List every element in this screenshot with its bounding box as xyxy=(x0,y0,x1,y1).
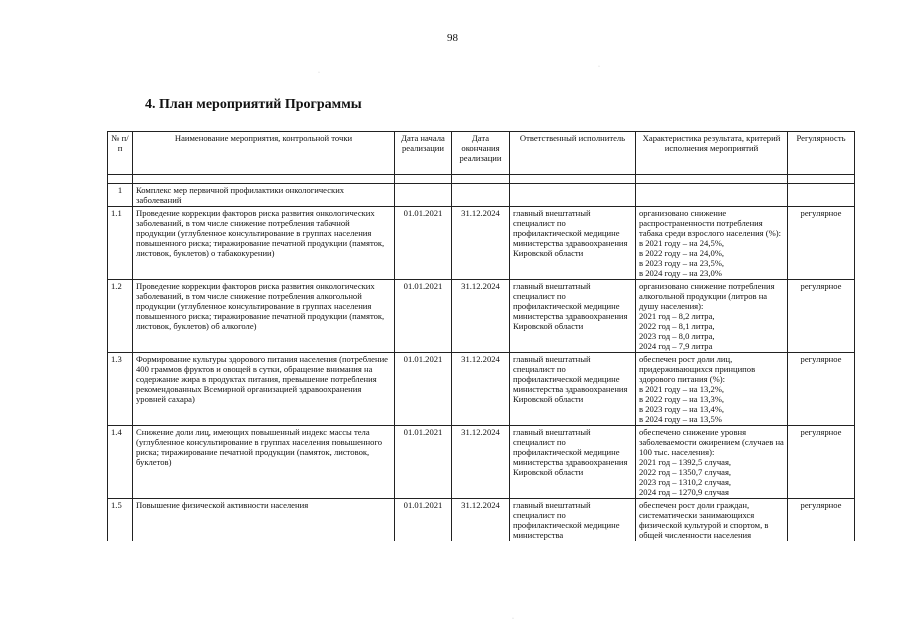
responsible-executor: главный внештатный специалист по профилактической медицине министерства здравоохранения Кировской области xyxy=(510,426,636,499)
result-line: в 2024 году – на 13,5% xyxy=(639,414,722,424)
activity-name: Проведение коррекции факторов риска развития онкологических заболеваний, в том числе снижение потребления алкогольной продукции (углубленное консультирование в группах населения повышенного риска; тиражирование печатной продукции (памяток, листовок, буклетов) об алкоголе) xyxy=(133,280,395,353)
table-header-row xyxy=(108,132,855,175)
column-header-result: Характеристика результата, критерий исполнения мероприятий xyxy=(636,132,788,175)
responsible-executor: главный внештатный специалист по профилактической медицине министерства xyxy=(510,499,636,542)
table-row xyxy=(108,426,855,499)
result-line: обеспечен рост доли граждан, систематически занимающихся физической культурой и спортом, в общей численности населения xyxy=(639,500,769,540)
column-header-start-date: Дата начала реализации xyxy=(395,132,452,175)
column-header-end-date: Дата окончания реализации xyxy=(452,132,510,175)
regularity: регулярное xyxy=(788,426,855,499)
result-characteristic xyxy=(636,426,788,499)
result-line: в 2024 году – на 23,0% xyxy=(639,268,722,278)
end-date: 31.12.2024 xyxy=(452,426,510,499)
row-number: 1.3 xyxy=(108,353,133,426)
activity-name: Проведение коррекции факторов риска развития онкологических заболеваний, в том числе снижение потребления табачной продукции (углубленное консультирование в группах населения повышенного риска; тиражирование печатной продукции (памяток, листовок, буклетов) о табакокурении) xyxy=(133,207,395,280)
result-line: организовано снижение распространенности потребления табака среди взрослого населения (%): xyxy=(639,208,782,238)
row-number: 1.4 xyxy=(108,426,133,499)
program-plan-table xyxy=(107,131,855,541)
result-line: 2022 год – 1350,7 случая, xyxy=(639,467,732,477)
start-date: 01.01.2021 xyxy=(395,353,452,426)
table-row xyxy=(108,499,855,542)
result-line: 2022 год – 8,1 литра, xyxy=(639,321,715,331)
end-date: 31.12.2024 xyxy=(452,499,510,542)
responsible-executor: главный внештатный специалист по профилактической медицине министерства здравоохранения Кировской области xyxy=(510,207,636,280)
start-date: 01.01.2021 xyxy=(395,499,452,542)
result-line: в 2022 году – на 13,3%, xyxy=(639,394,725,404)
activity-name: Формирование культуры здорового питания населения (потребление 400 граммов фруктов и овощей в сутки, обращение внимания на содержание жира в продуктах питания, превышение потребления рекомендованных Всемирной организацией здравоохранения уровней сахара) xyxy=(133,353,395,426)
result-characteristic xyxy=(636,499,788,542)
result-line: в 2023 году – на 23,5%, xyxy=(639,258,725,268)
end-date: 31.12.2024 xyxy=(452,280,510,353)
result-line: в 2021 году – на 13,2%, xyxy=(639,384,725,394)
row-number: 1.2 xyxy=(108,280,133,353)
row-number: 1 xyxy=(108,184,133,207)
responsible-executor: главный внештатный специалист по профилактической медицине министерства здравоохранения Кировской области xyxy=(510,353,636,426)
scan-mark: · xyxy=(318,70,320,76)
row-number: 1.1 xyxy=(108,207,133,280)
section-heading: 4. План мероприятий Программы xyxy=(145,97,362,112)
table-row xyxy=(108,184,855,207)
scan-mark: · xyxy=(598,64,600,70)
result-characteristic xyxy=(636,184,788,207)
result-characteristic xyxy=(636,207,788,280)
start-date: 01.01.2021 xyxy=(395,207,452,280)
result-line: в 2023 году – на 13,4%, xyxy=(639,404,725,414)
result-line: 2024 год – 7,9 литра xyxy=(639,341,713,351)
result-line: обеспечено снижение уровня заболеваемости ожирением (случаев на 100 тыс. населения): xyxy=(639,427,784,457)
result-line: организовано снижение потребления алкогольной продукции (литров на душу населения): xyxy=(639,281,775,311)
activity-name: Повышение физической активности населения xyxy=(133,499,395,542)
result-line: обеспечен рост доли лиц, придерживающихся принципов здорового питания (%): xyxy=(639,354,756,384)
column-header-number: № п/п xyxy=(108,132,133,175)
result-line: в 2022 году – на 24,0%, xyxy=(639,248,725,258)
responsible-executor: главный внештатный специалист по профилактической медицине министерства здравоохранения Кировской области xyxy=(510,280,636,353)
result-line: 2023 год – 1310,2 случая, xyxy=(639,477,732,487)
table-row xyxy=(108,353,855,426)
result-line: 2021 год – 8,2 литра, xyxy=(639,311,715,321)
table-row xyxy=(108,280,855,353)
end-date: 31.12.2024 xyxy=(452,207,510,280)
row-number: 1.5 xyxy=(108,499,133,542)
start-date xyxy=(395,184,452,207)
regularity xyxy=(788,184,855,207)
scan-mark: · xyxy=(512,616,514,622)
regularity: регулярное xyxy=(788,499,855,542)
result-line: 2024 год – 1270,9 случая xyxy=(639,487,729,497)
column-header-name: Наименование мероприятия, контрольной точки xyxy=(133,132,395,175)
result-characteristic xyxy=(636,280,788,353)
start-date: 01.01.2021 xyxy=(395,280,452,353)
result-line: 2023 год – 8,0 литра, xyxy=(639,331,715,341)
start-date: 01.01.2021 xyxy=(395,426,452,499)
end-date xyxy=(452,184,510,207)
result-line: в 2021 году – на 24,5%, xyxy=(639,238,725,248)
regularity: регулярное xyxy=(788,353,855,426)
result-line: 2021 год – 1392,5 случая, xyxy=(639,457,732,467)
activity-name: Снижение доли лиц, имеющих повышенный индекс массы тела (углубленное консультирование в группах населения повышенного риска; тиражирование печатной продукции (памяток, листовок, буклетов) xyxy=(133,426,395,499)
column-header-responsible: Ответственный исполнитель xyxy=(510,132,636,175)
page-number: 98 xyxy=(447,32,458,44)
result-characteristic xyxy=(636,353,788,426)
responsible-executor xyxy=(510,184,636,207)
end-date: 31.12.2024 xyxy=(452,353,510,426)
regularity: регулярное xyxy=(788,207,855,280)
table-spacer-row xyxy=(108,175,855,184)
column-header-regularity: Регулярность xyxy=(788,132,855,175)
table-row xyxy=(108,207,855,280)
regularity: регулярное xyxy=(788,280,855,353)
activity-name: Комплекс мер первичной профилактики онкологических заболеваний xyxy=(133,184,395,207)
